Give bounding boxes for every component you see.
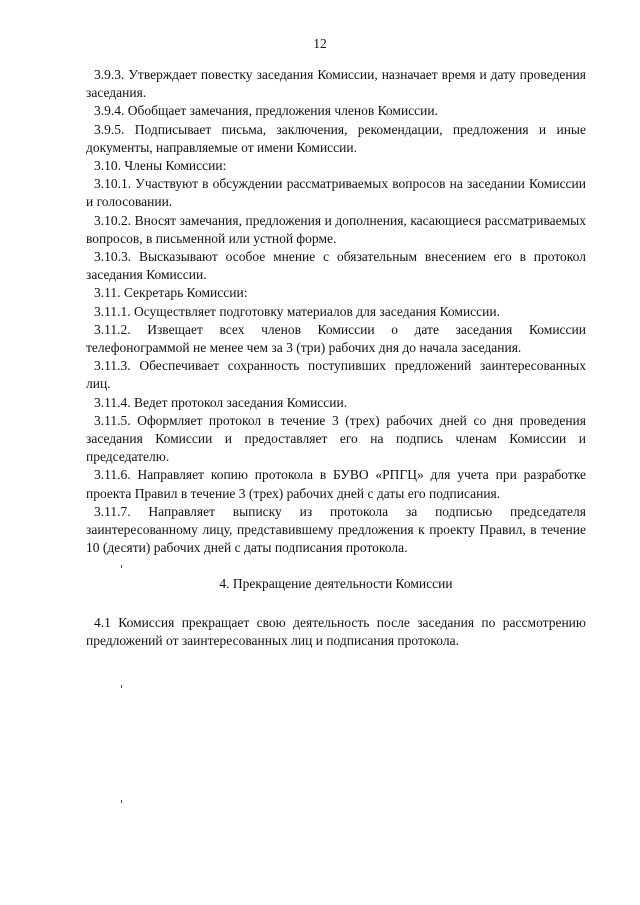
- paragraph-3-11-2: 3.11.2. Извещает всех членов Комиссии о дате заседания Комиссии телефонограммой не менее чем за 3 (три) рабочих дня до начала заседания.: [86, 321, 586, 356]
- paragraph-3-11-3: 3.11.3. Обеспечивает сохранность поступивших предложений заинтересованных лиц.: [86, 358, 586, 392]
- paragraph-3-11-7: 3.11.7. Направляет выписку из протокола за подписью председателя заинтересованному лицу, представившему предложения к проекту Правил, в течение 10 (десяти) рабочих дней с даты подписания протокола.: [86, 503, 586, 556]
- scan-speck: [121, 800, 122, 803]
- paragraph-3-11-5: 3.11.5. Оформляет протокол в течение 3 (трех) рабочих дней со дня проведения заседания Комиссии и предоставляет его на подпись членам Комиссии и председателю.: [86, 412, 586, 465]
- scan-speck: [121, 685, 122, 688]
- paragraph-3-10-1: 3.10.1. Участвуют в обсуждении рассматриваемых вопросов на заседании Комиссии и голосовании.: [86, 176, 586, 210]
- paragraph-3-11: 3.11. Секретарь Комиссии:: [94, 285, 248, 301]
- paragraph-3-11-1: 3.11.1. Осуществляет подготовку материалов для заседания Комиссии.: [94, 303, 500, 319]
- paragraph-3-9-5: 3.9.5. Подписывает письма, заключения, рекомендации, предложения и иные документы, направляемые от имени Комиссии.: [86, 121, 586, 155]
- paragraph-4-1: 4.1 Комиссия прекращает свою деятельность после заседания по рассмотрению предложений от заинтересованных лиц и подписания протокола.: [86, 614, 586, 648]
- paragraph-3-10-3: 3.10.3. Высказывают особое мнение с обязательным внесением его в протокол заседания Комиссии.: [86, 249, 586, 283]
- paragraph-3-9-3: 3.9.3. Утверждает повестку заседания Комиссии, назначает время и дату проведения заседания.: [86, 67, 586, 101]
- paragraph-3-9-4: 3.9.4. Обобщает замечания, предложения членов Комиссии.: [94, 103, 438, 119]
- scan-speck: [121, 565, 122, 568]
- section-heading: 4. Прекращение деятельности Комиссии: [219, 576, 453, 592]
- paragraph-3-11-6: 3.11.6. Направляет копию протокола в БУВО «РПГЦ» для учета при разработке проекта Правил в течение 3 (трех) рабочих дней с даты его подписания.: [86, 467, 586, 501]
- document-body: [86, 66, 586, 650]
- paragraph-3-11-4: 3.11.4. Ведет протокол заседания Комиссии.: [94, 394, 348, 410]
- paragraph-3-10-2: 3.10.2. Вносят замечания, предложения и дополнения, касающиеся рассматриваемых вопросов, в письменной или устной форме.: [86, 212, 586, 246]
- paragraph-3-10: 3.10. Члены Комиссии:: [94, 158, 227, 174]
- page-number: 12: [313, 36, 327, 51]
